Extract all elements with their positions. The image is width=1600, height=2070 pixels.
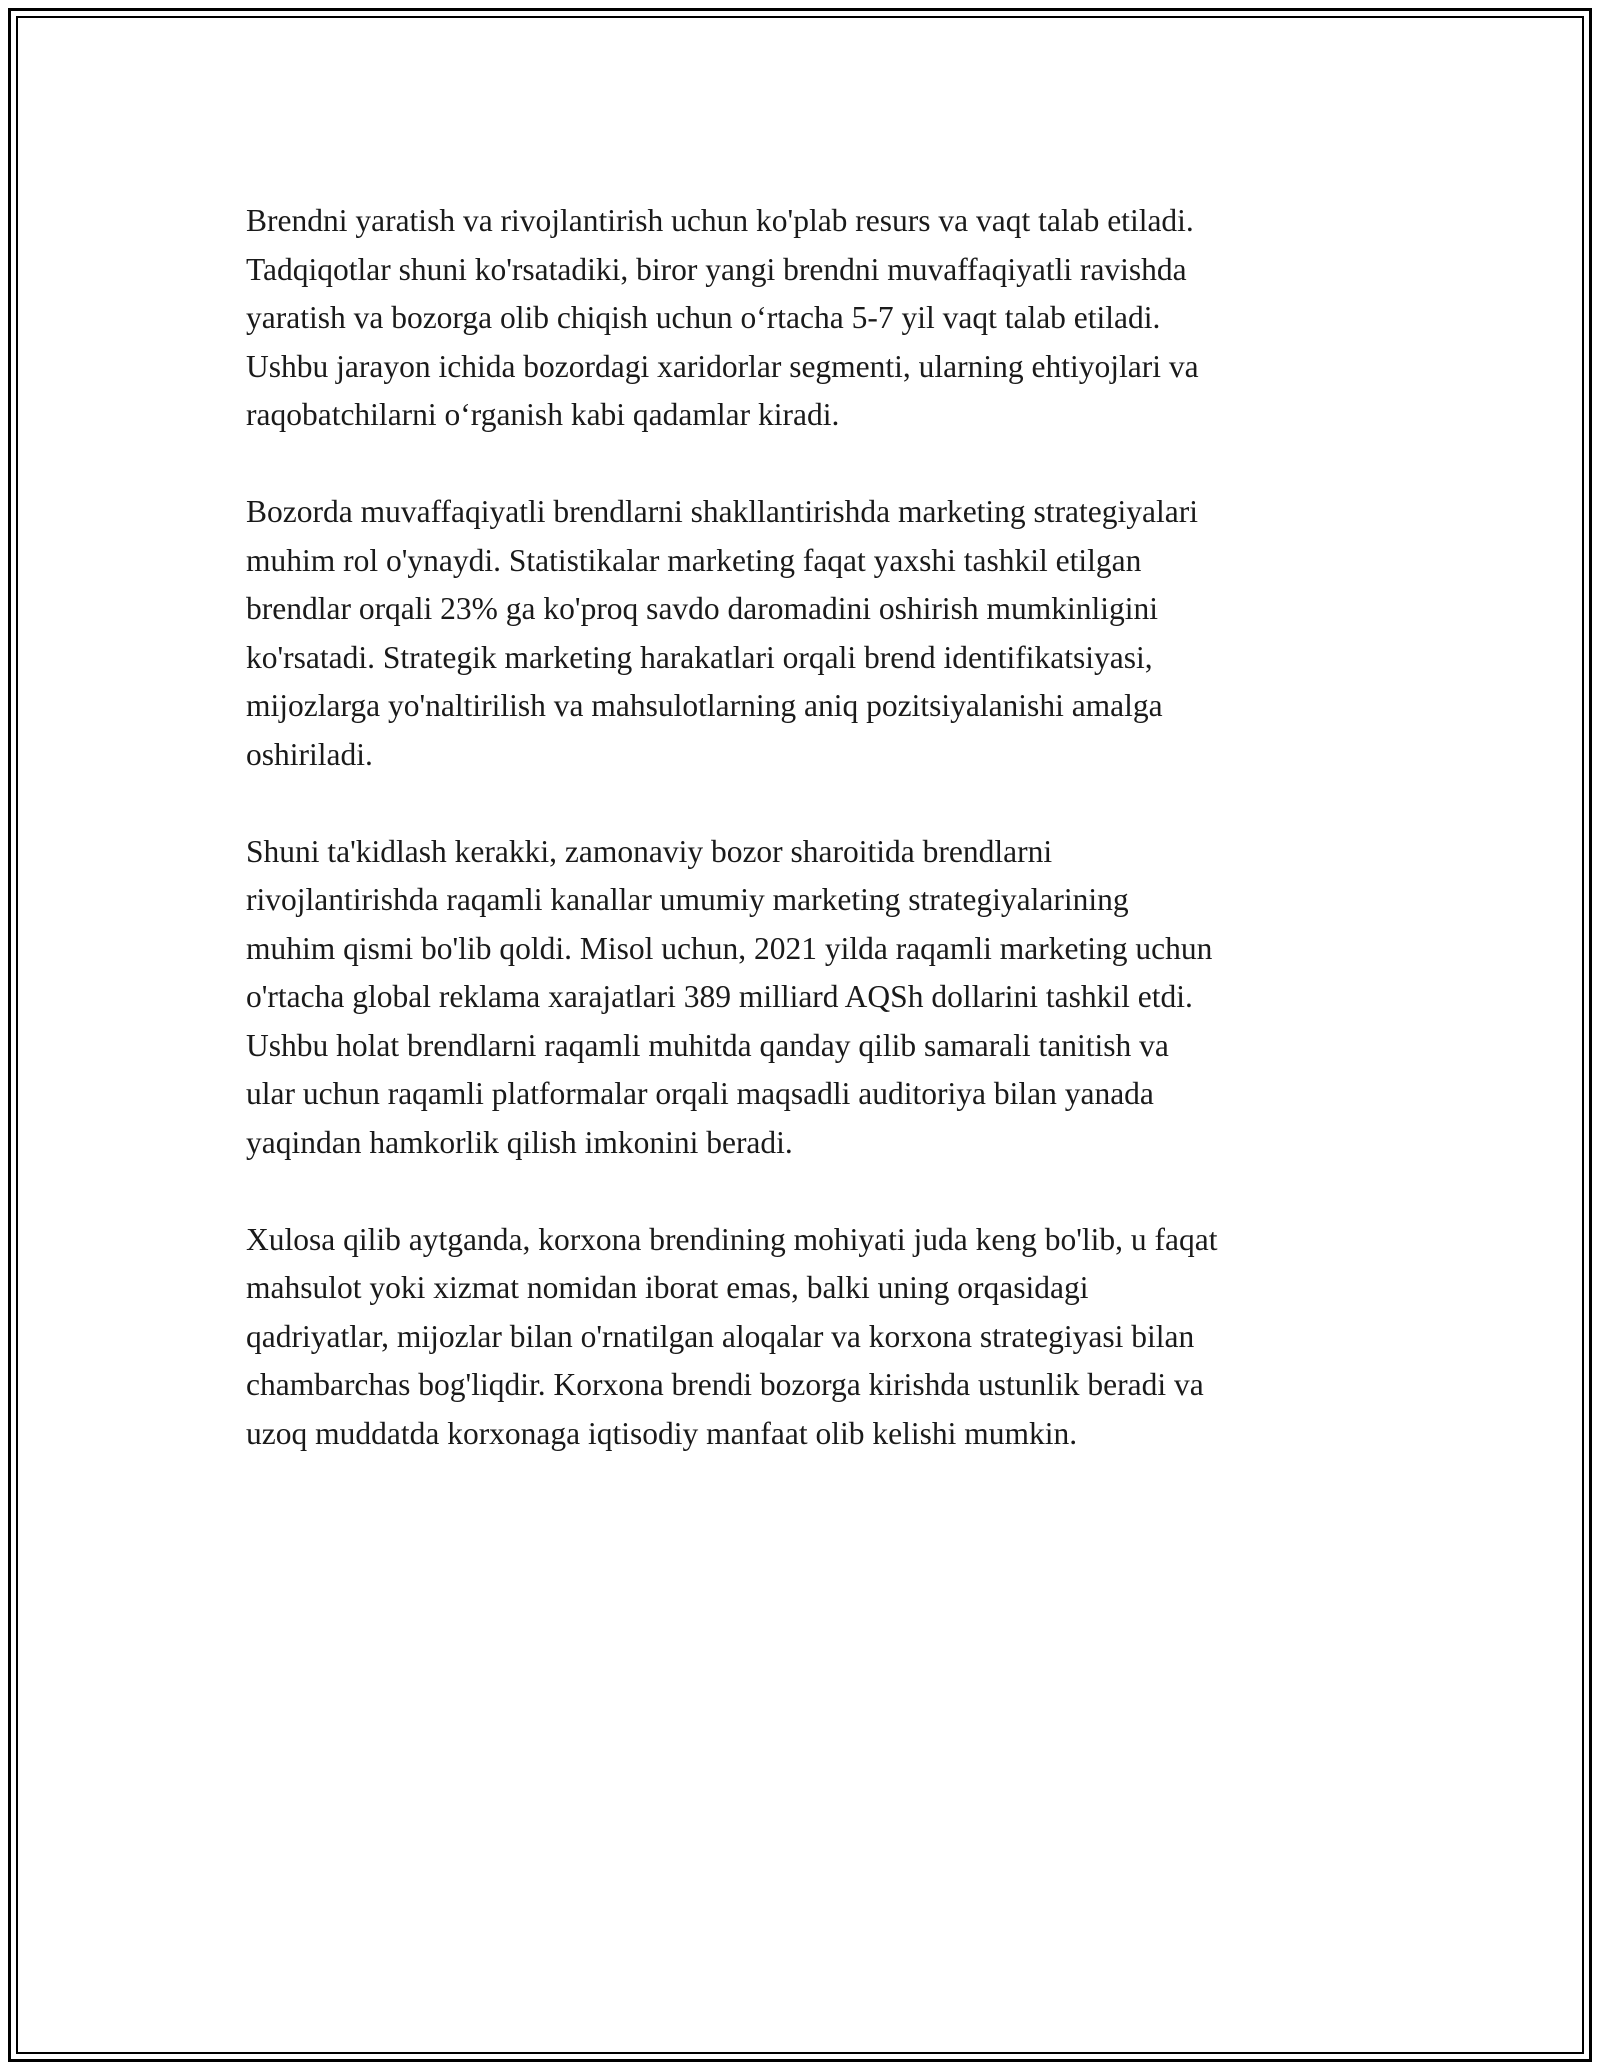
paragraph-brand-creation: Brendni yaratish va rivojlantirish uchun ko'plab resurs va vaqt talab etiladi. Tadqiqotlar shuni ko'rsatadiki, biror yangi brendni muvaffaqiyatli ravishda yaratish va bozorga olib chiqish uchun o‘rtacha 5-7 yil vaqt talab etiladi. Ushbu jarayon ichida bozordagi xaridorlar segmenti, ularning ehtiyojlari va raqobatchilarni o‘rganish kabi qadamlar kiradi. xyxy=(246,203,1199,432)
paragraph-marketing-strategies: Bozorda muvaffaqiyatli brendlarni shakllantirishda marketing strategiyalari muhim rol o'ynaydi. Statistikalar marketing faqat yaxshi tashkil etilgan brendlar orqali 23% ga ko'proq savdo daromadini oshirish mumkinligini ko'rsatadi. Strategik marketing harakatlari orqali brend identifikatsiyasi, mijozlarga yo'naltirilish va mahsulotlarning aniq pozitsiyalanishi amalga oshiriladi. xyxy=(246,494,1198,772)
page-border xyxy=(8,8,1592,2062)
paragraph-digital-channels: Shuni ta'kidlash kerakki, zamonaviy bozor sharoitida brendlarni rivojlantirishda raqamli kanallar umumiy marketing strategiyalarining muhim qismi bo'lib qoldi. Misol uchun, 2021 yilda raqamli marketing uchun o'rtacha global reklama xarajatlari 389 milliard AQSh dollarini tashkil etdi. Ushbu holat brendlarni raqamli muhitda qanday qilib samarali tanitish va ular uchun raqamli platformalar orqali maqsadli auditoriya bilan yanada yaqindan hamkorlik qilish imkonini beradi. xyxy=(246,833,1213,1160)
document-body xyxy=(246,197,1406,1507)
paragraph-conclusion: Xulosa qilib aytganda, korxona brendining mohiyati juda keng bo'lib, u faqat mahsulot yoki xizmat nomidan iborat emas, balki uning orqasidagi qadriyatlar, mijozlar bilan o'rnatilgan aloqalar va korxona strategiyasi bilan chambarchas bog'liqdir. Korxona brendi bozorga kirishda ustunlik beradi va uzoq muddatda korxonaga iqtisodiy manfaat olib kelishi mumkin. xyxy=(246,1221,1218,1451)
